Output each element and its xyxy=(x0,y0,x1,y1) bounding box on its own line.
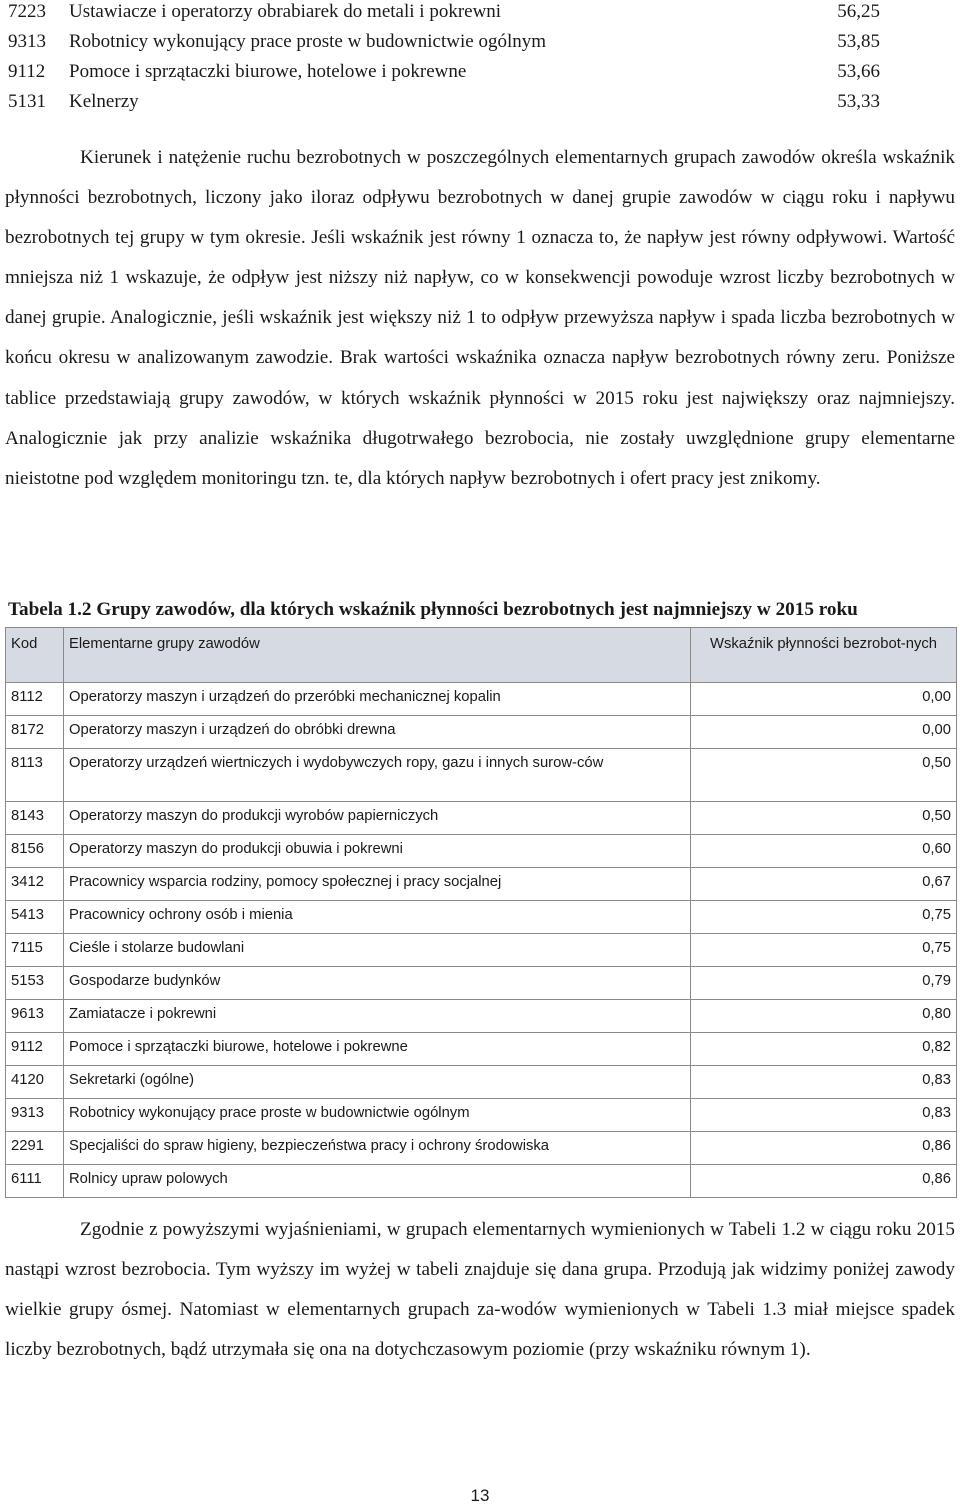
conclusion-paragraph: Zgodnie z powyższymi wyjaśnieniami, w grupach elementarnych wymienionych w Tabeli 1.2 w ciągu roku 2015 nastąpi wzrost bezrobocia. Tym wyższy im wyżej w tabeli znajduje się dana grupa. Przodują jak widzimy poniżej zawody wielkie grupy ósmej. Natomiast w elementarnych grupach za-wodów wymienionych w Tabeli 1.3 miał miejsce spadek liczby bezrobotnych, bądź utrzymała się ona na dotychczasowym poziomie (przy wskaźniku równym 1). xyxy=(5,1219,955,1361)
cell-value: 0,80 xyxy=(691,1000,957,1033)
row-value: 53,66 xyxy=(837,61,880,82)
cell-value: 0,86 xyxy=(691,1132,957,1165)
table-row xyxy=(6,802,957,835)
cell-code: 7115 xyxy=(6,934,64,967)
cell-code: 8156 xyxy=(6,835,64,868)
cell-value: 0,60 xyxy=(691,835,957,868)
cell-value: 0,00 xyxy=(691,683,957,716)
table-row xyxy=(6,1066,957,1099)
cell-name: Operatorzy maszyn do produkcji wyrobów papierniczych xyxy=(64,802,691,835)
row-name: Ustawiacze i operatorzy obrabiarek do metali i pokrewni xyxy=(69,1,502,22)
cell-name: Zamiatacze i pokrewni xyxy=(64,1000,691,1033)
cell-name: Pomoce i sprzątaczki biurowe, hotelowe i pokrewne xyxy=(64,1033,691,1066)
row-value: 56,25 xyxy=(837,1,880,22)
cell-value: 0,50 xyxy=(691,749,957,802)
cell-code: 9313 xyxy=(6,1099,64,1132)
table-row xyxy=(6,868,957,901)
top-row xyxy=(8,90,888,120)
row-value: 53,33 xyxy=(837,91,880,112)
table-row xyxy=(6,683,957,716)
cell-name: Operatorzy maszyn i urządzeń do obróbki drewna xyxy=(64,716,691,749)
cell-value: 0,83 xyxy=(691,1099,957,1132)
top-row xyxy=(8,30,888,60)
cell-code: 9112 xyxy=(6,1033,64,1066)
row-code: 5131 xyxy=(8,91,46,112)
fluidity-table xyxy=(5,627,957,1198)
cell-name: Operatorzy urządzeń wiertniczych i wydobywczych ropy, gazu i innych surow-ców xyxy=(64,749,691,802)
table-caption: Tabela 1.2 Grupy zawodów, dla których wskaźnik płynności bezrobotnych jest najmniejszy w 2015 roku xyxy=(8,599,858,620)
cell-value: 0,79 xyxy=(691,967,957,1000)
previous-table-continuation xyxy=(8,0,888,120)
cell-name: Pracownicy wsparcia rodziny, pomocy społecznej i pracy socjalnej xyxy=(64,868,691,901)
table-row xyxy=(6,1132,957,1165)
cell-code: 6111 xyxy=(6,1165,64,1198)
table-row xyxy=(6,967,957,1000)
table-row xyxy=(6,1000,957,1033)
cell-code: 3412 xyxy=(6,868,64,901)
row-name: Pomoce i sprzątaczki biurowe, hotelowe i pokrewne xyxy=(69,61,467,82)
row-code: 7223 xyxy=(8,1,46,22)
table-row xyxy=(6,901,957,934)
table-row xyxy=(6,749,957,802)
cell-name: Pracownicy ochrony osób i mienia xyxy=(64,901,691,934)
table-header-row xyxy=(6,628,957,683)
table-row xyxy=(6,1099,957,1132)
cell-name: Cieśle i stolarze budowlani xyxy=(64,934,691,967)
cell-name: Robotnicy wykonujący prace proste w budownictwie ogólnym xyxy=(64,1099,691,1132)
intro-paragraph: Kierunek i natężenie ruchu bezrobotnych w poszczególnych elementarnych grupach zawodów określa wskaźnik płynności bezrobotnych, liczony jako iloraz odpływu bezrobotnych w danej grupie zawodów w ciągu roku i napływu bezrobotnych tej grupy w tym okresie. Jeśli wskaźnik jest równy 1 oznacza to, że napływ jest równy odpływowi. Wartość mniejsza niż 1 wskazuje, że odpływ jest niższy niż napływ, co w konsekwencji powoduje wzrost liczby bezrobotnych w danej grupie. Analogicznie, jeśli wskaźnik jest większy niż 1 to odpływ przewyższa napływ i spada liczba bezrobotnych w końcu okresu w analizowanym zawodzie. Brak wartości wskaźnika oznacza napływ bezrobotnych równy zeru. Poniższe tablice przedstawiają grupy zawodów, w których wskaźnik płynności w 2015 roku jest największy oraz najmniejszy. Analogicznie jak przy analizie wskaźnika długotrwałego bezrobocia, nie zostały uwzględnione grupy elementarne nieistotne pod względem monitoringu tzn. te, dla których napływ bezrobotnych i ofert pracy jest znikomy. xyxy=(5,147,955,489)
cell-code: 9613 xyxy=(6,1000,64,1033)
cell-value: 0,75 xyxy=(691,934,957,967)
row-code: 9112 xyxy=(8,61,46,82)
cell-code: 8143 xyxy=(6,802,64,835)
cell-name: Rolnicy upraw polowych xyxy=(64,1165,691,1198)
cell-value: 0,86 xyxy=(691,1165,957,1198)
cell-value: 0,50 xyxy=(691,802,957,835)
cell-code: 8112 xyxy=(6,683,64,716)
header-name: Elementarne grupy zawodów xyxy=(64,628,691,683)
cell-code: 2291 xyxy=(6,1132,64,1165)
cell-code: 5413 xyxy=(6,901,64,934)
cell-code: 8113 xyxy=(6,749,64,802)
row-value: 53,85 xyxy=(837,31,880,52)
page-number: 13 xyxy=(470,1486,490,1505)
cell-name: Sekretarki (ogólne) xyxy=(64,1066,691,1099)
cell-code: 5153 xyxy=(6,967,64,1000)
header-value: Wskaźnik płynności bezrobot-nych xyxy=(691,628,957,683)
cell-name: Operatorzy maszyn i urządzeń do przeróbki mechanicznej kopalin xyxy=(64,683,691,716)
row-name: Kelnerzy xyxy=(69,91,139,112)
table-row xyxy=(6,934,957,967)
cell-value: 0,00 xyxy=(691,716,957,749)
cell-name: Specjaliści do spraw higieny, bezpieczeństwa pracy i ochrony środowiska xyxy=(64,1132,691,1165)
top-row xyxy=(8,60,888,90)
table-row xyxy=(6,835,957,868)
table-row xyxy=(6,716,957,749)
cell-value: 0,67 xyxy=(691,868,957,901)
row-code: 9313 xyxy=(8,31,46,52)
table-row xyxy=(6,1033,957,1066)
row-name: Robotnicy wykonujący prace proste w budownictwie ogólnym xyxy=(69,31,547,52)
cell-name: Gospodarze budynków xyxy=(64,967,691,1000)
cell-code: 8172 xyxy=(6,716,64,749)
top-row xyxy=(8,0,888,30)
cell-value: 0,83 xyxy=(691,1066,957,1099)
cell-value: 0,82 xyxy=(691,1033,957,1066)
header-code: Kod xyxy=(6,628,64,683)
table-row xyxy=(6,1165,957,1198)
cell-value: 0,75 xyxy=(691,901,957,934)
cell-name: Operatorzy maszyn do produkcji obuwia i pokrewni xyxy=(64,835,691,868)
cell-code: 4120 xyxy=(6,1066,64,1099)
